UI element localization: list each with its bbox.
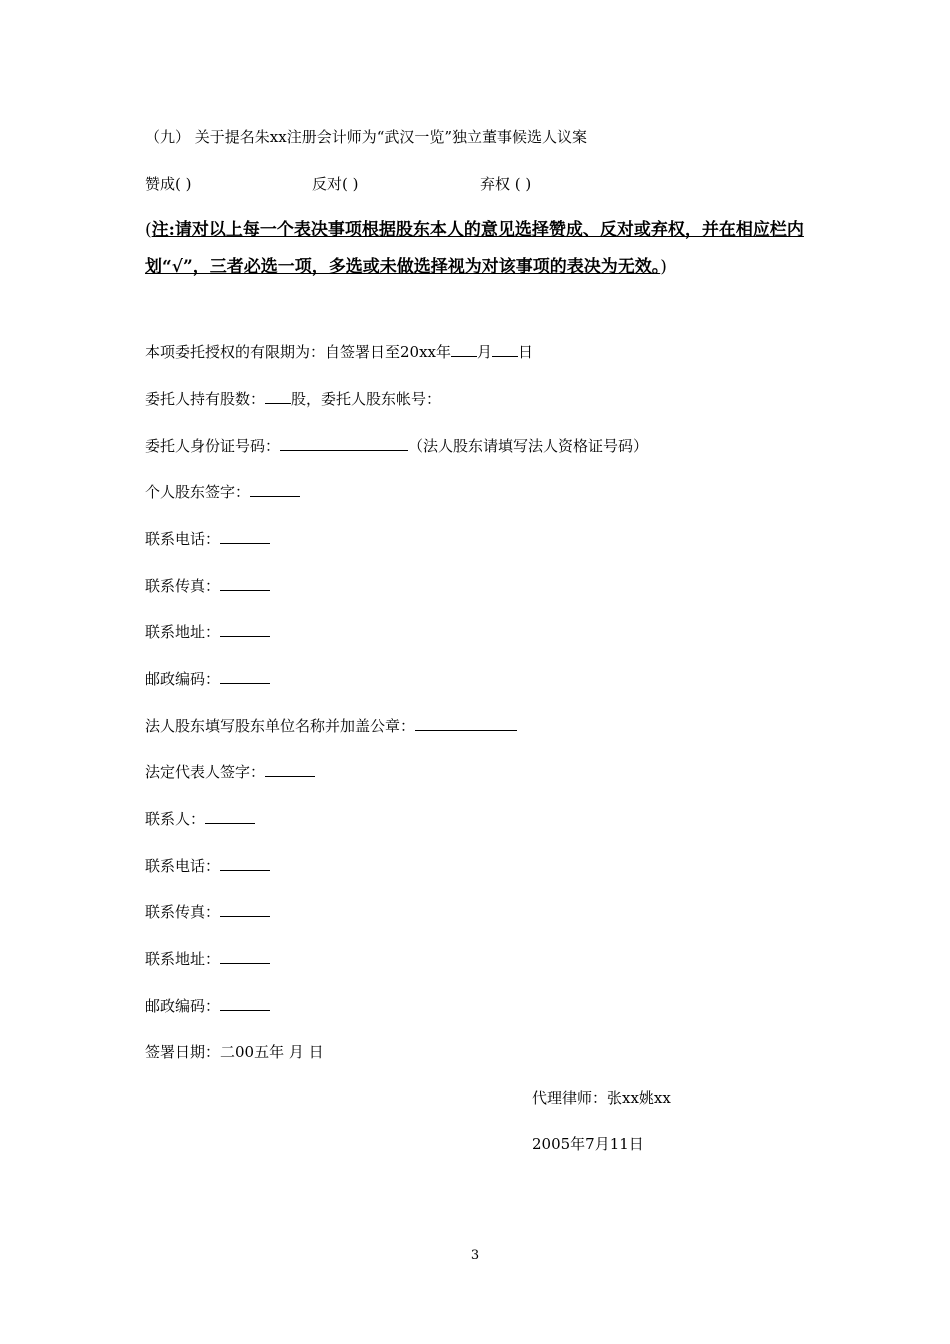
- vote-oppose[interactable]: 反对( ): [312, 175, 359, 193]
- vote-approve[interactable]: 赞成( ): [145, 175, 192, 193]
- individual-signature-line: [145, 482, 300, 502]
- validity-line: [145, 342, 533, 362]
- day-label: 日: [518, 343, 534, 361]
- corporate-fax-blank[interactable]: [220, 902, 270, 917]
- id-number-hint: （法人股东请填写法人资格证号码）: [408, 437, 649, 455]
- rep-signature-blank[interactable]: [265, 762, 315, 777]
- month-label: 月: [477, 343, 493, 361]
- corporate-name-seal-line: [145, 716, 517, 736]
- individual-fax-blank[interactable]: [220, 576, 270, 591]
- account-label: 股，委托人股东帐号：: [291, 390, 442, 408]
- note-text: 注:请对以上每一个表决事项根据股东本人的意见选择赞成、反对或弃权，并在相应栏内划“√”，三者必选一项，多选或未做选择视为对该事项的表决为无效。: [145, 220, 804, 277]
- individual-signature-blank[interactable]: [250, 482, 300, 497]
- individual-phone-label: 联系电话：: [145, 530, 221, 548]
- individual-address-label: 联系地址：: [145, 623, 221, 641]
- corporate-name-seal-label: 法人股东填写股东单位名称并加盖公章：: [145, 717, 416, 735]
- individual-phone-blank[interactable]: [220, 529, 270, 544]
- corporate-phone-line: [145, 856, 270, 876]
- validity-label: 本项委托授权的有限期为：自签署日至20xx年: [145, 343, 452, 361]
- individual-postcode-label: 邮政编码：: [145, 670, 221, 688]
- corporate-contact-line: [145, 809, 255, 829]
- sign-date: 签署日期：二00五年 月 日: [145, 1043, 324, 1061]
- individual-fax-label: 联系传真：: [145, 577, 221, 595]
- individual-postcode-line: [145, 669, 270, 689]
- voting-note: [145, 212, 810, 286]
- page-number: 3: [470, 1248, 480, 1263]
- rep-signature-line: [145, 762, 315, 782]
- shares-label: 委托人持有股数：: [145, 390, 266, 408]
- individual-fax-line: [145, 576, 270, 596]
- individual-postcode-blank[interactable]: [220, 669, 270, 684]
- id-number-blank[interactable]: [280, 436, 408, 451]
- corporate-address-label: 联系地址：: [145, 950, 221, 968]
- id-number-label: 委托人身份证号码：: [145, 437, 281, 455]
- month-blank[interactable]: [451, 342, 477, 357]
- document-date: 2005年7月11日: [532, 1135, 644, 1153]
- note-open-paren: (: [145, 220, 152, 240]
- corporate-fax-line: [145, 902, 270, 922]
- individual-address-blank[interactable]: [220, 622, 270, 637]
- rep-signature-label: 法定代表人签字：: [145, 763, 266, 781]
- corporate-phone-label: 联系电话：: [145, 857, 221, 875]
- corporate-address-blank[interactable]: [220, 949, 270, 964]
- corporate-address-line: [145, 949, 270, 969]
- corporate-fax-label: 联系传真：: [145, 903, 221, 921]
- individual-address-line: [145, 622, 270, 642]
- corporate-postcode-line: [145, 996, 270, 1016]
- vote-abstain[interactable]: 弃权 ( ): [480, 175, 532, 193]
- corporate-postcode-blank[interactable]: [220, 996, 270, 1011]
- corporate-phone-blank[interactable]: [220, 856, 270, 871]
- vote-options: [145, 174, 531, 194]
- corporate-postcode-label: 邮政编码：: [145, 997, 221, 1015]
- individual-phone-line: [145, 529, 270, 549]
- lawyer-line: 代理律师：张xx姚xx: [532, 1089, 671, 1107]
- day-blank[interactable]: [492, 342, 518, 357]
- item-9-title: （九） 关于提名朱xx注册会计师为“武汉一览”独立董事候选人议案: [145, 128, 588, 146]
- shares-line: [145, 389, 441, 409]
- note-close-paren: ): [660, 257, 667, 277]
- corporate-name-seal-blank[interactable]: [415, 716, 517, 731]
- shares-blank[interactable]: [265, 389, 291, 404]
- corporate-contact-label: 联系人：: [145, 810, 206, 828]
- id-number-line: [145, 436, 648, 456]
- individual-signature-label: 个人股东签字：: [145, 483, 251, 501]
- corporate-contact-blank[interactable]: [205, 809, 255, 824]
